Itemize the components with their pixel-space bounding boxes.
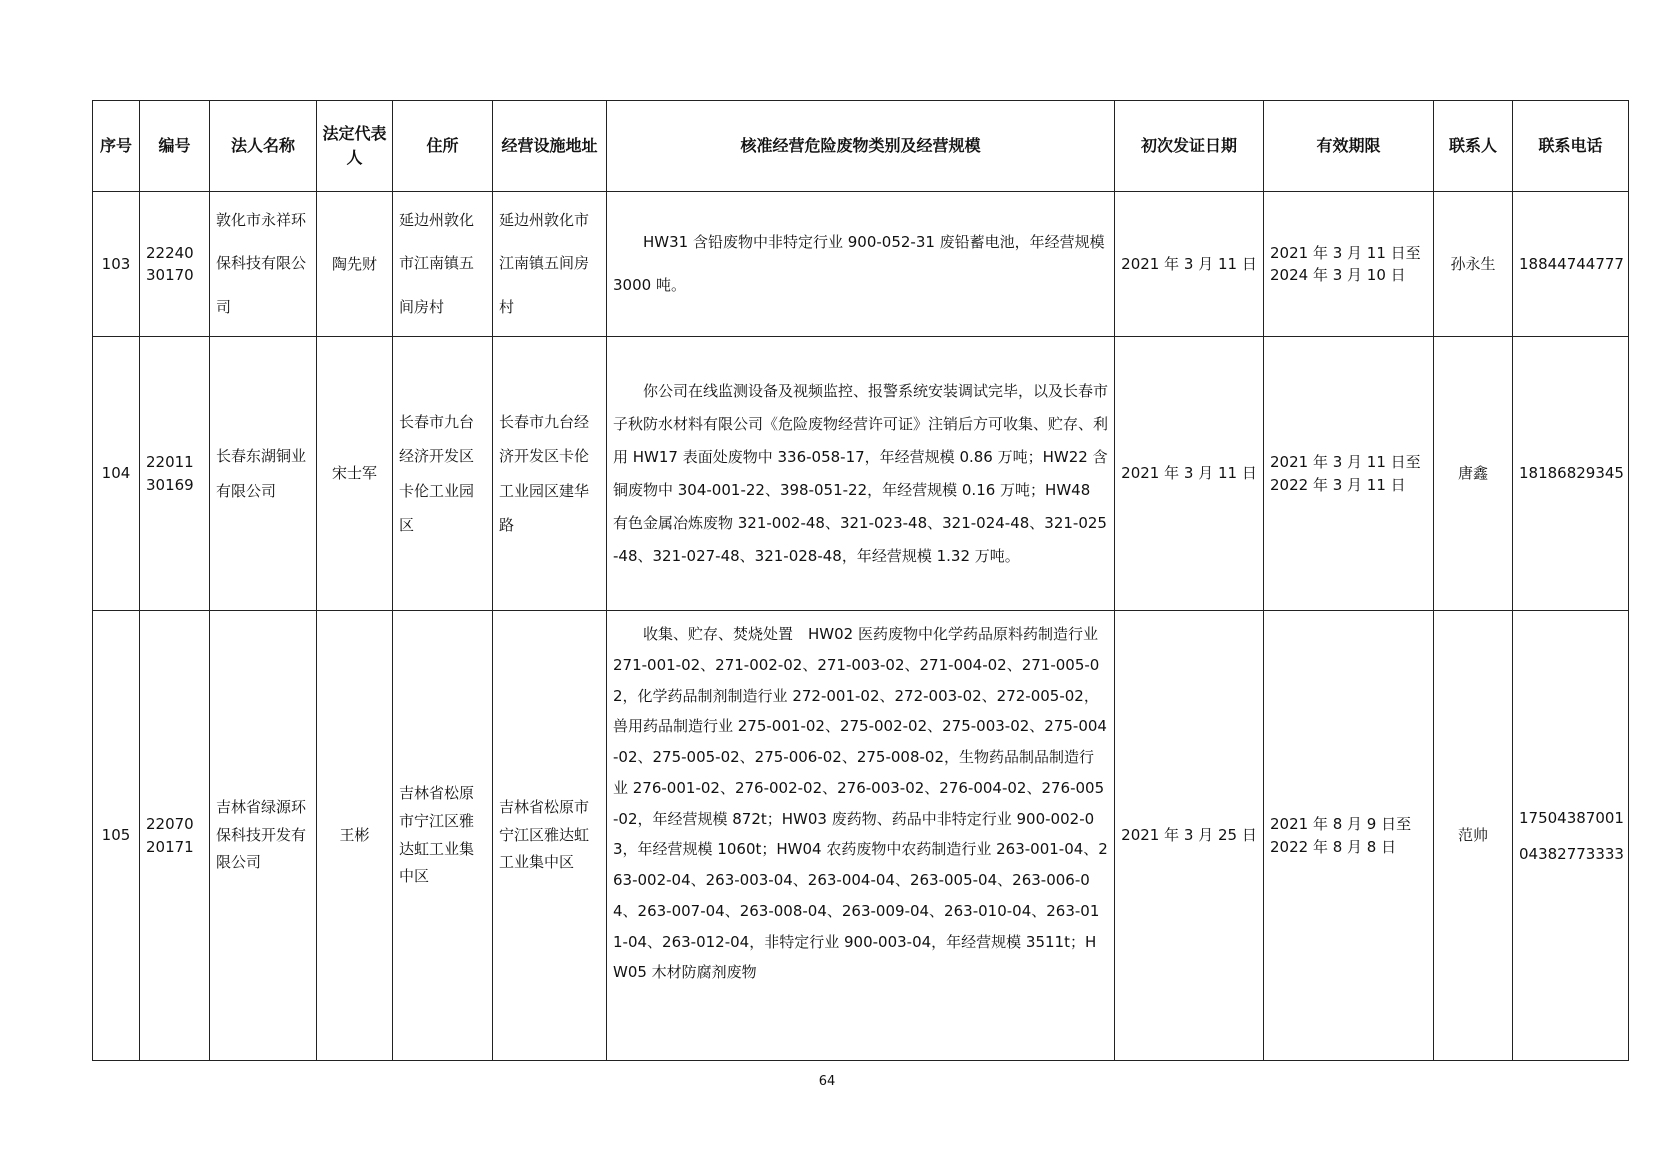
facility-cell: 吉林省松原市宁江区雅达虹工业集中区 — [493, 611, 607, 1061]
header-validity: 有效期限 — [1264, 101, 1434, 192]
validity-cell: 2021 年 3 月 11 日至 2024 年 3 月 10 日 — [1264, 192, 1434, 337]
phone-number: 18186829345 — [1519, 464, 1624, 483]
validity-cell: 2021 年 3 月 11 日至 2022 年 3 月 11 日 — [1264, 337, 1434, 611]
phone-cell — [1513, 192, 1629, 337]
header-seq: 序号 — [93, 101, 140, 192]
representative-cell: 宋士军 — [317, 337, 393, 611]
issue-date-cell: 2021 年 3 月 25 日 — [1115, 611, 1264, 1061]
table-row — [93, 611, 1629, 1061]
company-cell: 敦化市永祥环保科技有限公司 — [210, 192, 317, 337]
seq-cell: 104 — [93, 337, 140, 611]
validity-cell: 2021 年 8 月 9 日至 2022 年 8 月 8 日 — [1264, 611, 1434, 1061]
contact-cell: 孙永生 — [1434, 192, 1513, 337]
residence-cell: 长春市九台经济开发区卡伦工业园区 — [393, 337, 493, 611]
permit-table — [92, 100, 1629, 1061]
seq-cell: 105 — [93, 611, 140, 1061]
residence-cell: 吉林省松原市宁江区雅达虹工业集中区 — [393, 611, 493, 1061]
phone-number: 17504387001 — [1519, 808, 1624, 827]
facility-cell: 延边州敦化市江南镇五间房村 — [493, 192, 607, 337]
header-phone: 联系电话 — [1513, 101, 1629, 192]
table-header-row — [93, 101, 1629, 192]
code-cell: 2224030170 — [140, 192, 210, 337]
scope-cell: HW31 含铅废物中非特定行业 900-052-31 废铅蓄电池，年经营规模 3000 吨。 — [607, 192, 1115, 337]
scope-cell: 你公司在线监测设备及视频监控、报警系统安装调试完毕，以及长春市子秋防水材料有限公司《危险废物经营许可证》注销后方可收集、贮存、利用 HW17 表面处废物中 336-058-17，年经营规模 0.86 万吨；HW22 含铜废物中 304-001-22、398-051-22，年经营规模 0.16 万吨；HW48 有色金属冶炼废物 321-002-48、321-023-48、321-024-48、321-025-48、321-027-48、321-028-48，年经营规模 1.32 万吨。 — [607, 337, 1115, 611]
phone-number: 04382773333 — [1519, 844, 1624, 863]
header-representative: 法定代表人 — [317, 101, 393, 192]
phone-number: 18844744777 — [1519, 254, 1624, 273]
code-cell: 2207020171 — [140, 611, 210, 1061]
table-row — [93, 337, 1629, 611]
table-row — [93, 192, 1629, 337]
code-cell: 2201130169 — [140, 337, 210, 611]
header-contact: 联系人 — [1434, 101, 1513, 192]
phone-cell — [1513, 337, 1629, 611]
issue-date-cell: 2021 年 3 月 11 日 — [1115, 192, 1264, 337]
header-facility: 经营设施地址 — [493, 101, 607, 192]
representative-cell: 陶先财 — [317, 192, 393, 337]
page-number: 64 — [818, 1074, 836, 1089]
phone-cell — [1513, 611, 1629, 1061]
issue-date-cell: 2021 年 3 月 11 日 — [1115, 337, 1264, 611]
company-cell: 长春东湖铜业有限公司 — [210, 337, 317, 611]
header-issue-date: 初次发证日期 — [1115, 101, 1264, 192]
representative-cell: 王彬 — [317, 611, 393, 1061]
contact-cell: 范帅 — [1434, 611, 1513, 1061]
company-cell: 吉林省绿源环保科技开发有限公司 — [210, 611, 317, 1061]
residence-cell: 延边州敦化市江南镇五间房村 — [393, 192, 493, 337]
scope-cell: 收集、贮存、焚烧处置 HW02 医药废物中化学药品原料药制造行业 271-001-02、271-002-02、271-003-02、271-004-02、271-005-02，化学药品制剂制造行业 272-001-02、272-003-02、272-005-02，兽用药品制造行业 275-001-02、275-002-02、275-003-02、275-004-02、275-005-02、275-006-02、275-008-02，生物药品制品制造行业 276-001-02、276-002-02、276-003-02、276-004-02、276-005-02，年经营规模 872t；HW03 废药物、药品中非特定行业 900-002-03，年经营规模 1060t；HW04 农药废物中农药制造行业 263-001-04、263-002-04、263-003-04、263-004-04、263-005-04、263-006-04、263-007-04、263-008-04、263-009-04、263-010-04、263-011-04、263-012-04，非特定行业 900-003-04，年经营规模 3511t；HW05 木材防腐剂废物 — [607, 611, 1115, 1061]
header-code: 编号 — [140, 101, 210, 192]
header-scope: 核准经营危险废物类别及经营规模 — [607, 101, 1115, 192]
facility-cell: 长春市九台经济开发区卡伦工业园区建华路 — [493, 337, 607, 611]
header-company: 法人名称 — [210, 101, 317, 192]
seq-cell: 103 — [93, 192, 140, 337]
contact-cell: 唐鑫 — [1434, 337, 1513, 611]
header-residence: 住所 — [393, 101, 493, 192]
